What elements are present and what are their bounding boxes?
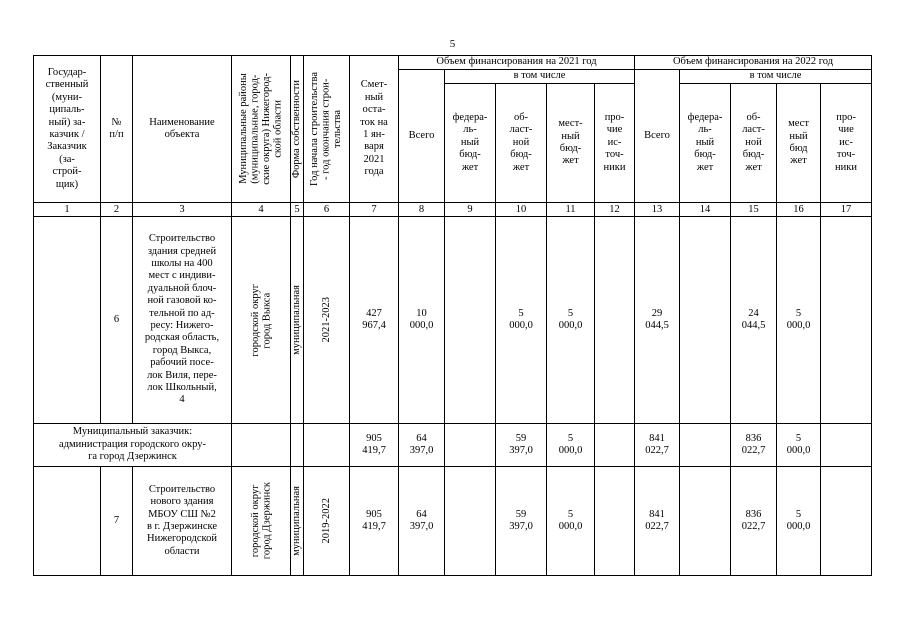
years-cell	[304, 424, 350, 467]
total-2021-value: 10 000,0	[399, 217, 445, 424]
ownership-text: муниципальная	[291, 486, 303, 556]
row-number: 6	[101, 217, 133, 424]
object-name: Строительство здания средней школы на 400 мест с индиви- дуальной блоч- ной газовой ко- тельной по ад- ресу: Нижего- родская область, город Выкса, рабочий посе- лок Виля, пере- лок Школьный, 4	[133, 217, 232, 424]
header-municipal-district	[232, 56, 291, 203]
header-years	[304, 56, 350, 203]
federal-2021-value	[445, 424, 496, 467]
header-regional-2022: об- ласт- ной бюд- жет	[731, 84, 777, 203]
column-number: 4	[232, 203, 291, 217]
header-local-2021: мест- ный бюд- жет	[547, 84, 595, 203]
column-number: 16	[777, 203, 821, 217]
ownership-text: муниципальная	[291, 285, 303, 355]
column-number: 13	[635, 203, 680, 217]
district-text: городской округ город Выкса	[249, 283, 272, 357]
regional-2022-value: 836 022,7	[731, 467, 777, 576]
regional-2022-value: 24 044,5	[731, 217, 777, 424]
other-2022-value	[821, 424, 872, 467]
header-fin-2021: Объем финансирования на 2021 год	[399, 56, 635, 70]
object-name: Строительство нового здания МБОУ СШ №2 в г. Дзержинске Нижегородской области	[133, 467, 232, 576]
header-row-1	[34, 56, 872, 70]
district-cell	[232, 467, 291, 576]
header-total-2021: Всего	[399, 70, 445, 203]
header-regional-2021: об- ласт- ной бюд- жет	[496, 84, 547, 203]
other-2021-value	[595, 424, 635, 467]
header-fin-2022: Объем финансирования на 2022 год	[635, 56, 872, 70]
page-number: 5	[449, 38, 456, 50]
header-total-2022: Всего	[635, 70, 680, 203]
other-2021-value	[595, 467, 635, 576]
header-other-2022: про- чие ис- точ- ники	[821, 84, 872, 203]
regional-2021-value: 5 000,0	[496, 217, 547, 424]
total-2022-value: 841 022,7	[635, 424, 680, 467]
ownership-cell	[291, 217, 304, 424]
total-2022-value: 29 044,5	[635, 217, 680, 424]
header-ownership-text: Форма собственности	[291, 79, 303, 179]
district-cell	[232, 424, 291, 467]
district-cell	[232, 217, 291, 424]
federal-2021-value	[445, 217, 496, 424]
estimate-value: 905 419,7	[350, 467, 399, 576]
column-number: 2	[101, 203, 133, 217]
regional-2021-value: 59 397,0	[496, 467, 547, 576]
municipal-customer-label: Муниципальный заказчик: администрация городского окру- га город Дзержинск	[34, 424, 232, 467]
header-num: № п/п	[101, 56, 133, 203]
local-2021-value: 5 000,0	[547, 467, 595, 576]
federal-2022-value	[680, 217, 731, 424]
customer-cell	[34, 467, 101, 576]
district-text: городской округ город Дзержинск	[249, 482, 272, 560]
column-number: 9	[445, 203, 496, 217]
table-row	[34, 467, 872, 576]
column-number: 12	[595, 203, 635, 217]
header-years-text: Год начала строительства - год окончания строи- тельства	[309, 72, 344, 186]
local-2022-value: 5 000,0	[777, 217, 821, 424]
header-ownership	[291, 56, 304, 203]
customer-row	[34, 424, 872, 467]
other-2022-value	[821, 217, 872, 424]
local-2021-value: 5 000,0	[547, 424, 595, 467]
years-cell	[304, 217, 350, 424]
column-number: 1	[34, 203, 101, 217]
header-municipal-district-text: Муниципальные районы (муниципальные, город- ские округа) Нижегород- ской области	[238, 73, 284, 185]
column-number: 15	[731, 203, 777, 217]
column-number: 8	[399, 203, 445, 217]
federal-2022-value	[680, 424, 731, 467]
local-2021-value: 5 000,0	[547, 217, 595, 424]
estimate-value: 427 967,4	[350, 217, 399, 424]
other-2021-value	[595, 217, 635, 424]
ownership-cell	[291, 467, 304, 576]
regional-2021-value: 59 397,0	[496, 424, 547, 467]
header-federal-2022: федера- ль- ный бюд- жет	[680, 84, 731, 203]
row-number: 7	[101, 467, 133, 576]
header-object-name: Наименование объекта	[133, 56, 232, 203]
customer-cell	[34, 217, 101, 424]
header-federal-2021: федера- ль- ный бюд- жет	[445, 84, 496, 203]
column-number: 3	[133, 203, 232, 217]
local-2022-value: 5 000,0	[777, 467, 821, 576]
column-number: 5	[291, 203, 304, 217]
regional-2022-value: 836 022,7	[731, 424, 777, 467]
total-2021-value: 64 397,0	[399, 467, 445, 576]
column-number: 6	[304, 203, 350, 217]
header-other-2021: про- чие ис- точ- ники	[595, 84, 635, 203]
header-including-2021: в том числе	[445, 70, 635, 84]
column-number: 14	[680, 203, 731, 217]
column-number-row	[34, 203, 872, 217]
total-2021-value: 64 397,0	[399, 424, 445, 467]
estimate-value: 905 419,7	[350, 424, 399, 467]
column-number: 11	[547, 203, 595, 217]
column-number: 10	[496, 203, 547, 217]
ownership-cell	[291, 424, 304, 467]
years-cell	[304, 467, 350, 576]
column-number: 17	[821, 203, 872, 217]
investment-table	[33, 55, 872, 576]
header-estimate: Смет- ный оста- ток на 1 ян- варя 2021 года	[350, 56, 399, 203]
local-2022-value: 5 000,0	[777, 424, 821, 467]
header-customer: Государ- ственный (муни- ципаль- ный) за- казчик / Заказчик (за- строй- щик)	[34, 56, 101, 203]
column-number: 7	[350, 203, 399, 217]
federal-2021-value	[445, 467, 496, 576]
header-local-2022: мест ный бюд жет	[777, 84, 821, 203]
header-including-2022: в том числе	[680, 70, 872, 84]
years-text: 2021-2023	[320, 297, 332, 343]
table-row	[34, 217, 872, 424]
years-text: 2019-2022	[320, 498, 332, 544]
total-2022-value: 841 022,7	[635, 467, 680, 576]
federal-2022-value	[680, 467, 731, 576]
other-2022-value	[821, 467, 872, 576]
